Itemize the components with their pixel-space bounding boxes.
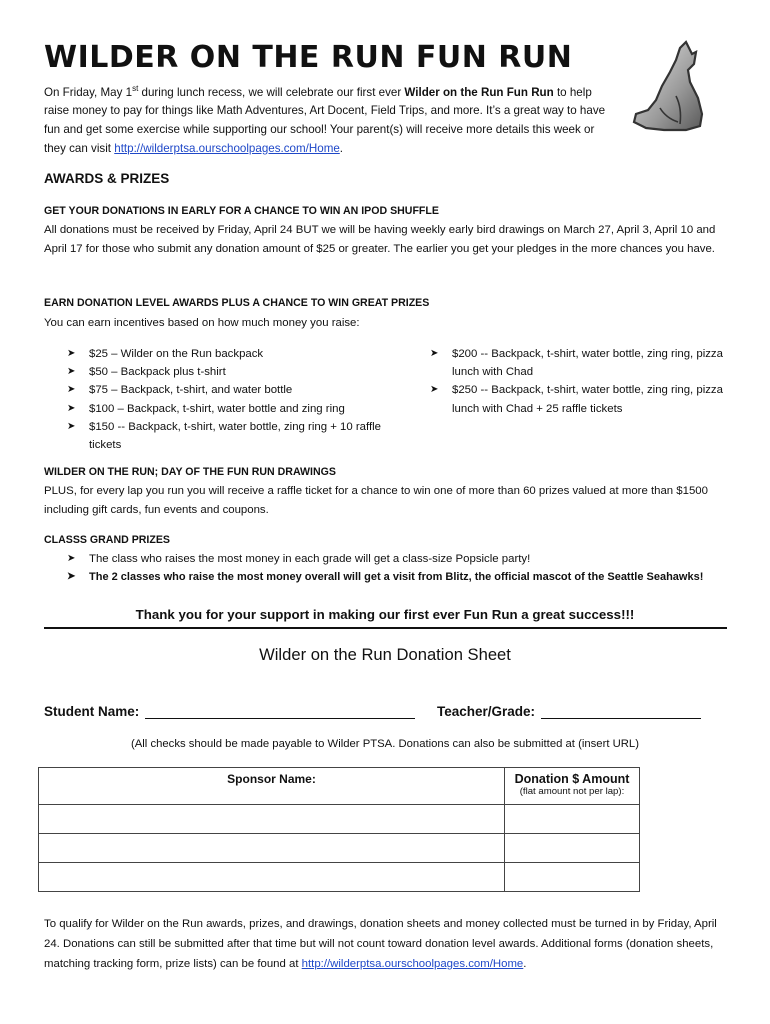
donation-levels-right-list (407, 345, 727, 418)
list-item: ➤ $75 – Backpack, t-shirt, and water bottle (44, 381, 384, 399)
student-name-blank[interactable] (145, 704, 415, 719)
howling-wolf-icon (626, 38, 704, 134)
list-item: ➤ $25 – Wilder on the Run backpack (44, 345, 384, 363)
table-header-row (39, 768, 640, 805)
table-row (39, 834, 640, 863)
fun-run-drawings-text: PLUS, for every lap you run you will receive a raffle ticket for a chance to win one of more than 60 prizes valued at more than $1500 including gift cards, fun events and coupons. (44, 485, 708, 516)
donation-amount-cell[interactable] (505, 834, 640, 863)
donation-levels-heading: EARN DONATION LEVEL AWARDS PLUS A CHANCE TO WIN GREAT PRIZES (44, 297, 430, 309)
arrow-bullet-icon: ➤ (67, 384, 76, 396)
checks-note: (All checks should be made payable to Wilder PTSA. Donations can also be submitted at (insert URL) (131, 738, 639, 750)
awards-heading: AWARDS & PRIZES (44, 171, 170, 186)
divider (44, 627, 727, 629)
sponsor-table (38, 767, 640, 892)
sponsor-name-header: Sponsor Name: (39, 768, 505, 805)
arrow-bullet-icon: ➤ (430, 384, 439, 396)
student-name-field[interactable] (44, 704, 415, 719)
ptsa-home-link-footer[interactable]: http://wilderptsa.ourschoolpages.com/Home (301, 958, 524, 970)
ptsa-home-link[interactable]: http://wilderptsa.ourschoolpages.com/Home (114, 141, 340, 155)
donation-levels-left-list (44, 345, 384, 454)
arrow-bullet-icon: ➤ (430, 348, 439, 359)
list-item: ➤ $200 -- Backpack, t-shirt, water bottle, zing ring, pizza lunch with Chad (407, 345, 727, 381)
arrow-bullet-icon: ➤ (67, 348, 76, 359)
class-prizes-heading: CLASSS GRAND PRIZES (44, 534, 170, 546)
intro-paragraph: On Friday, May 1st during lunch recess, we will celebrate our first ever Wilder on the Run Fun Run to help raise money to pay for things like Math Adventures, Art Docent, Field Trips, and more. It’s a great way to have fun and get some exercise while supporting our school! Your parent(s) will receive more details this week or they can visit http://wilderptsa.ourschoolpages.com/Home. (44, 84, 606, 155)
student-name-label: Student Name: (44, 704, 140, 719)
sponsor-name-cell[interactable] (39, 863, 505, 892)
class-prizes-list (44, 550, 734, 586)
fun-run-drawings-heading: WILDER ON THE RUN; DAY OF THE FUN RUN DRAWINGS (44, 466, 336, 478)
arrow-bullet-icon: ➤ (67, 571, 76, 583)
arrow-bullet-icon: ➤ (67, 402, 76, 414)
arrow-bullet-icon: ➤ (67, 553, 76, 564)
list-item: ➤ $100 – Backpack, t-shirt, water bottle and zing ring (44, 400, 384, 418)
teacher-grade-field[interactable] (437, 704, 701, 719)
sponsor-name-cell[interactable] (39, 805, 505, 834)
list-item: ➤ The 2 classes who raise the most money overall will get a visit from Blitz, the official mascot of the Seattle Seahawks! (44, 568, 734, 586)
teacher-grade-label: Teacher/Grade: (437, 704, 536, 719)
teacher-grade-blank[interactable] (541, 704, 701, 719)
list-item: ➤ $150 -- Backpack, t-shirt, water bottle, zing ring + 10 raffle tickets (44, 418, 384, 454)
donation-levels-intro: You can earn incentives based on how much money you raise: (44, 317, 360, 329)
early-donation-heading: GET YOUR DONATIONS IN EARLY FOR A CHANCE TO WIN AN IPOD SHUFFLE (44, 205, 439, 217)
sponsor-name-cell[interactable] (39, 834, 505, 863)
early-donation-text: All donations must be received by Friday, April 24 BUT we will be having weekly early bird drawings on March 27, April 3, April 10 and April 17 for those who submit any donation amount of $25 or greater. The earlier you get your pledges in the more chances you have. (44, 224, 716, 255)
footer-paragraph: To qualify for Wilder on the Run awards, prizes, and drawings, donation sheets and money collected must be turned in by Friday, April 24. Donations can still be submitted after that time but will not count toward donation level awards. Additional forms (donation sheets, matching tracking form, prize lists) can be found at http://wilderptsa.ourschoolpages.com/Home. (44, 918, 717, 970)
page-title: WILDER ON THE RUN FUN RUN (44, 40, 573, 75)
list-item: ➤ $250 -- Backpack, t-shirt, water bottle, zing ring, pizza lunch with Chad + 25 raffle tickets (407, 381, 727, 417)
table-row (39, 863, 640, 892)
list-item: ➤ The class who raises the most money in each grade will get a class-size Popsicle party! (44, 550, 734, 568)
list-item: ➤ $50 – Backpack plus t-shirt (44, 363, 384, 381)
table-row (39, 805, 640, 834)
arrow-bullet-icon: ➤ (67, 366, 76, 378)
arrow-bullet-icon: ➤ (67, 420, 76, 432)
donation-amount-header: Donation $ Amount (flat amount not per lap): (505, 768, 640, 805)
donation-sheet-title: Wilder on the Run Donation Sheet (259, 645, 511, 664)
thank-you-message: Thank you for your support in making our first ever Fun Run a great success!!! (135, 607, 635, 622)
donation-amount-cell[interactable] (505, 805, 640, 834)
donation-amount-cell[interactable] (505, 863, 640, 892)
